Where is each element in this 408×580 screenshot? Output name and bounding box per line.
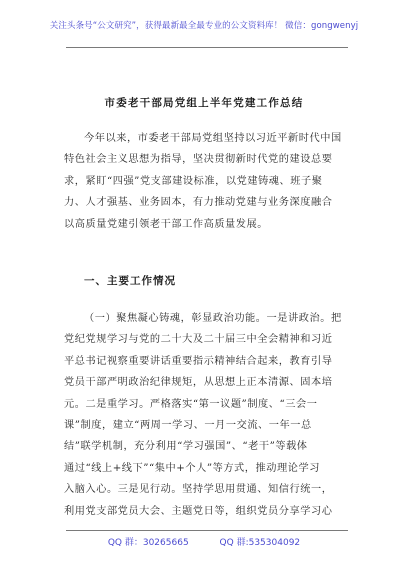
paragraph-line: 党纪党规学习与党的二十大及二十届三中全会精神和习近 (64, 334, 333, 346)
footer (0, 535, 408, 548)
paragraph-line: 平总书记视察重要讲话重要指示精神结合起来，教育引导 (64, 355, 333, 367)
paragraph-line: 力、人才强基、业务固本，有力推动党建与业务深度融合 (64, 197, 333, 209)
header-divider (66, 47, 348, 48)
paragraph-line: 结”联学机制，充分利用“学习强国”、“老干”等载体 (64, 441, 308, 453)
footer-divider (66, 530, 348, 531)
paragraph-line: 入脑入心。三是见行动。坚持学思用贯通、知信行统一， (64, 484, 333, 496)
paragraph-line: 今年以来，市委老干部局党组坚持以习近平新时代中国 (84, 133, 342, 144)
document-title: 市委老干部局党组上半年党建工作总结 (104, 97, 304, 109)
paragraph-line: 通过“线上+线下”“集中+个人”等方式，推动理论学习 (64, 462, 320, 474)
paragraph-line: 求，紧盯“四强”党支部建设标准，以党建铸魂、班子聚 (64, 175, 323, 187)
paragraph-line: 课”制度，建立“两周一学习、一月一交流、一年一总 (64, 420, 312, 432)
paragraph-line: 元。二是重学习。严格落实“第一议题”制度、“三会一 (64, 398, 318, 410)
section-paragraph (64, 308, 349, 522)
footer-qq-group-1: QQ 群：30265665 (107, 538, 189, 548)
paragraph-line: 党员干部严明政治纪律规矩，从思想上正本清源、固本培 (64, 377, 333, 389)
intro-paragraph (64, 128, 349, 235)
section-heading: 一、主要工作情况 (84, 275, 176, 287)
paragraph-line: 以高质量党建引领老干部工作高质量发展。 (64, 218, 269, 230)
header-banner: 关注头条号“公文研究”，获得最新最全最专业的公文资料库！ 微信：gongwenyj (49, 21, 359, 31)
paragraph-line: 特色社会主义思想为指导，坚决贯彻新时代党的建设总要 (64, 154, 333, 166)
paragraph-line: （一）聚焦凝心铸魂，彰显政治功能。一是讲政治。把 (84, 313, 342, 324)
footer-qq-group-2: QQ 群:535304092 (219, 538, 301, 548)
paragraph-line: 利用党支部党员大会、主题党日等，组织党员分享学习心 (64, 505, 333, 517)
